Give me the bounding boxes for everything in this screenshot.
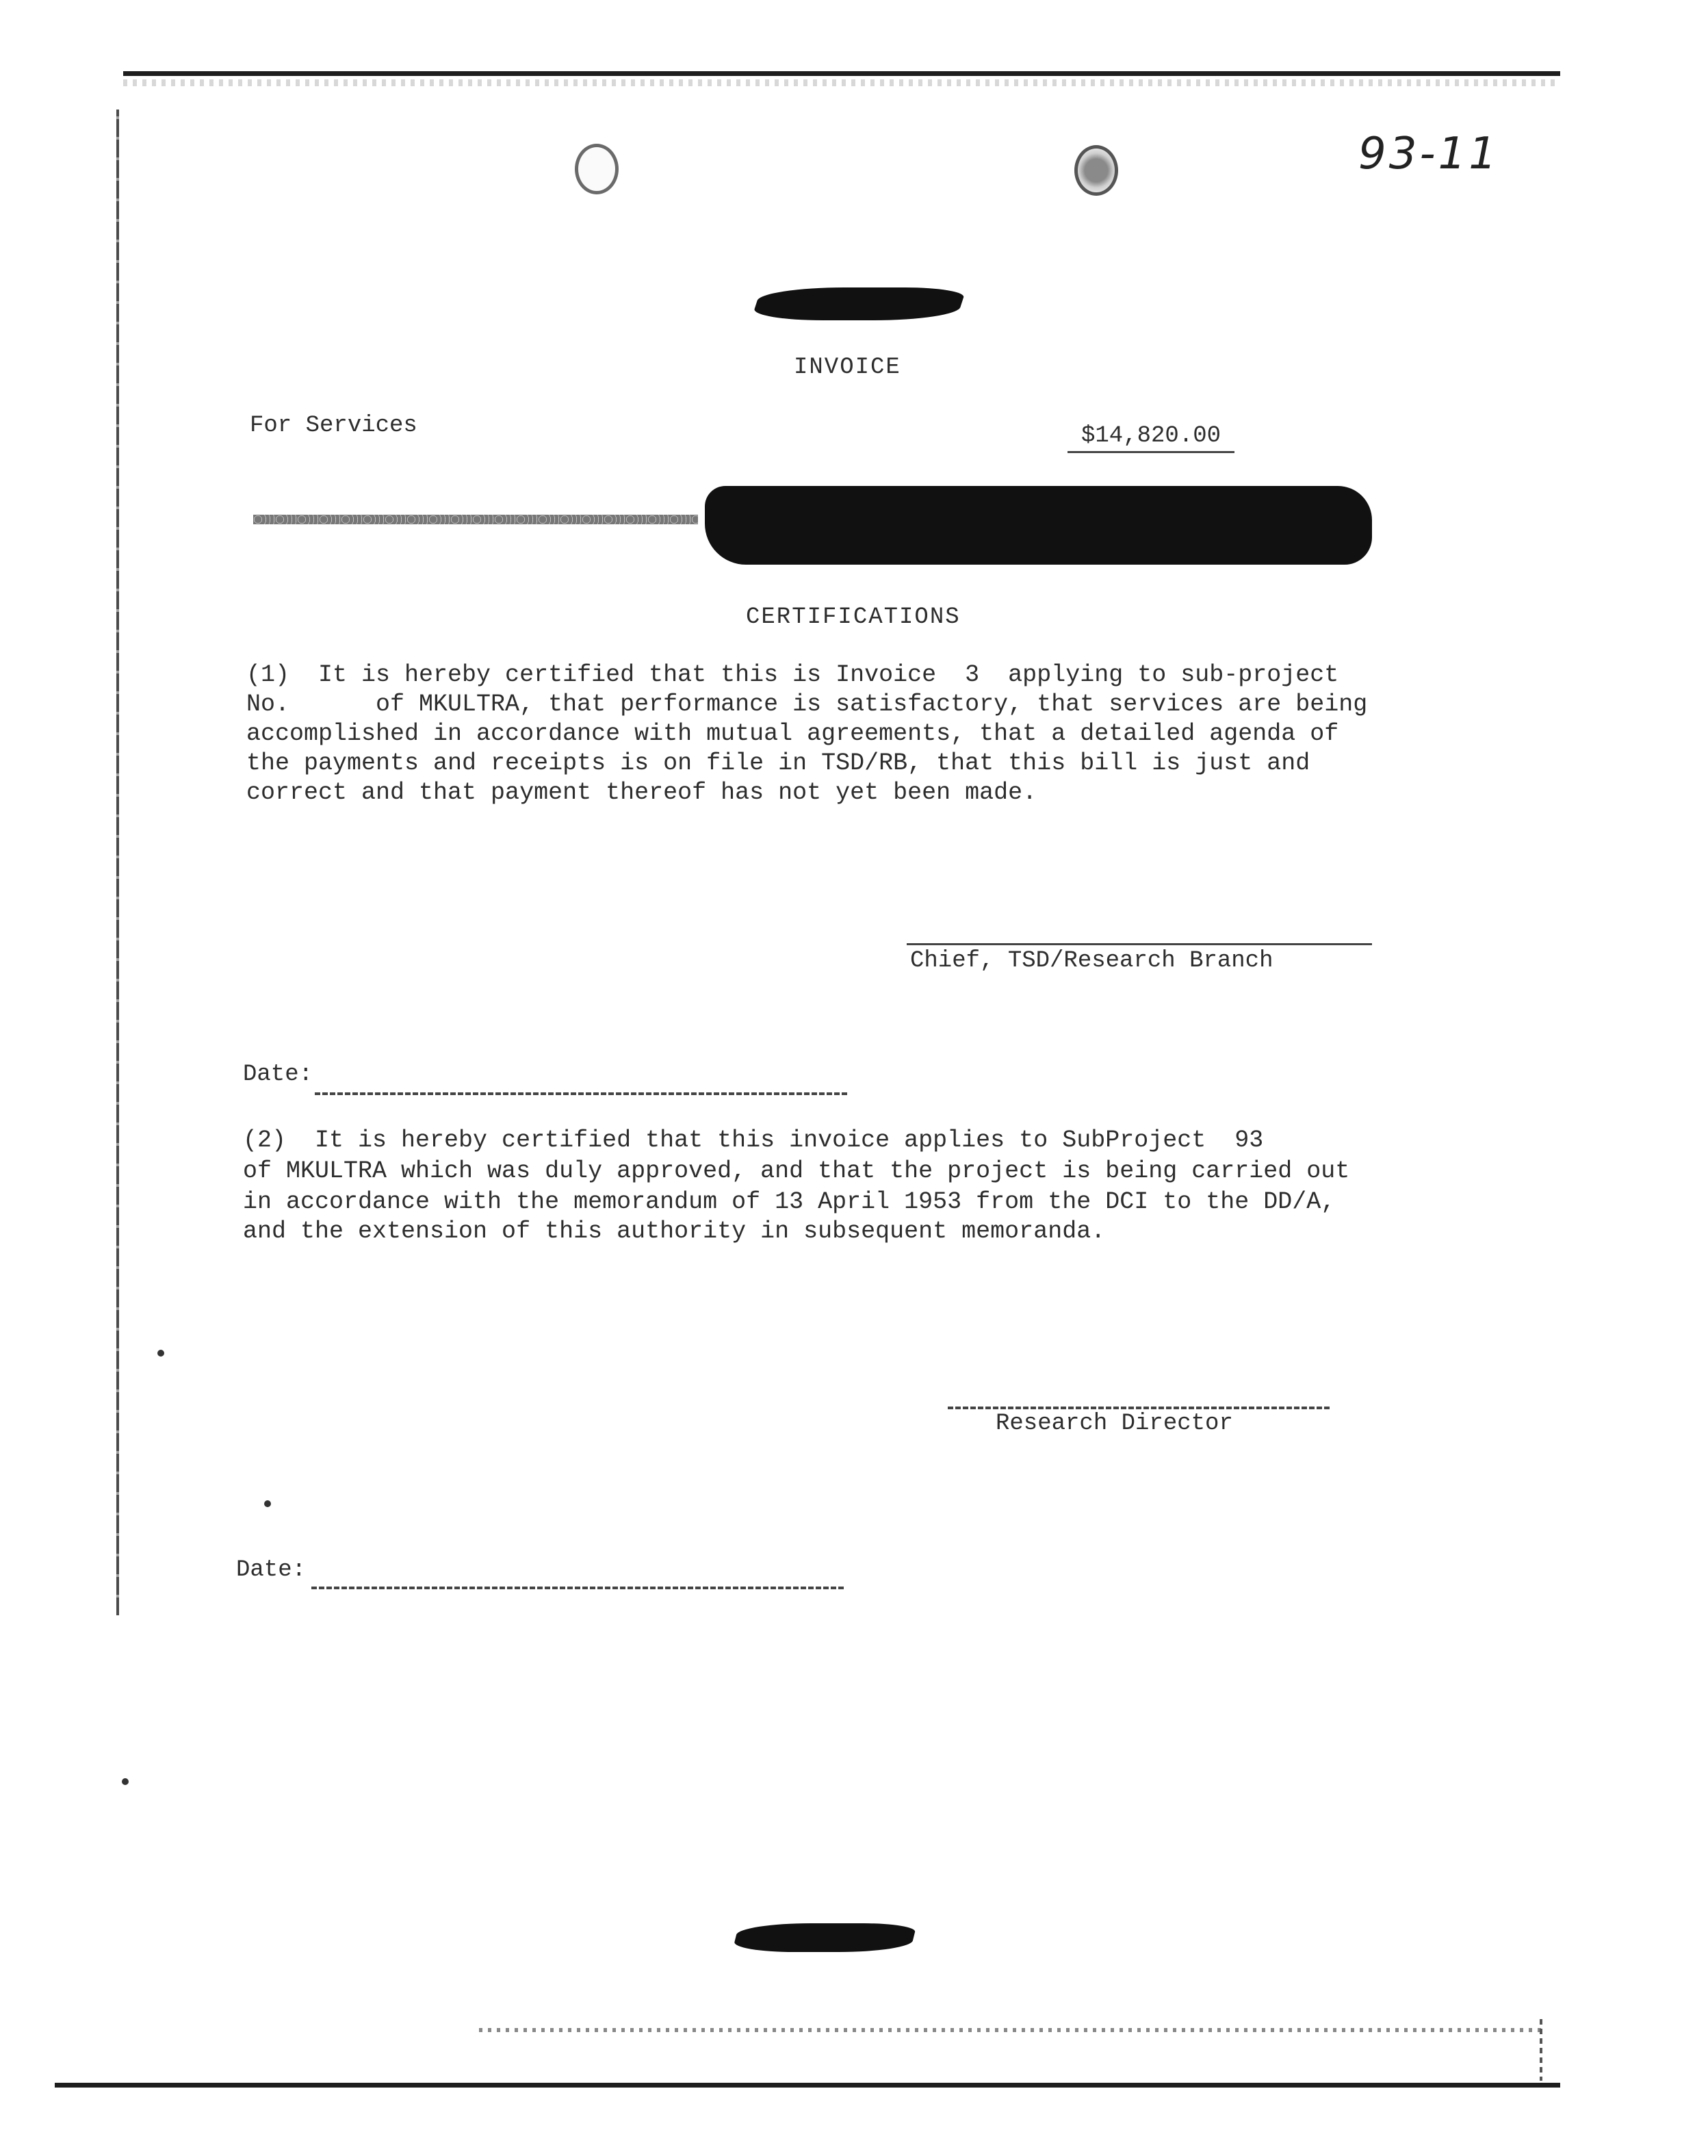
cert1-line: the payments and receipts is on file in TSD/RB, that this bill is just and <box>246 749 1310 777</box>
signature-line-chief <box>907 943 1372 945</box>
signature-title-chief: Chief, TSD/Research Branch <box>910 948 1273 974</box>
cert1-line: correct and that payment thereof has not yet been made. <box>246 779 1037 806</box>
redaction-mark-bottom <box>732 1923 917 1952</box>
for-services-label: For Services <box>250 413 417 439</box>
scan-top-edge <box>123 71 1560 76</box>
certifications-heading: CERTIFICATIONS <box>746 604 961 630</box>
scan-right-edge <box>1540 2019 1542 2081</box>
cert2-line: (2) It is hereby certified that this invoice applies to SubProject 93 <box>243 1127 1264 1154</box>
scan-speck <box>157 1350 164 1357</box>
signature-title-director: Research Director <box>996 1411 1233 1437</box>
redaction-mark-middle <box>705 486 1372 565</box>
cert2-line: and the extension of this authority in subsequent memoranda. <box>243 1218 1106 1245</box>
dotted-separator <box>253 515 698 524</box>
cert1-line: accomplished in accordance with mutual agreements, that a detailed agenda of <box>246 720 1339 747</box>
handwritten-document-number: 93-11 <box>1358 129 1499 179</box>
punch-hole-left <box>575 144 619 194</box>
services-amount: $14,820.00 <box>1068 421 1234 453</box>
scan-speck <box>264 1500 271 1507</box>
date-label-1: Date: <box>243 1062 313 1088</box>
date-line-1 <box>315 1092 849 1095</box>
scan-speck <box>122 1778 129 1785</box>
cert1-line: No. of MKULTRA, that performance is satisfactory, that services are being <box>246 691 1368 718</box>
scan-bottom-edge <box>55 2083 1560 2088</box>
date-label-2: Date: <box>236 1557 307 1583</box>
scan-bottom-noise <box>479 2028 1547 2032</box>
punch-hole-right <box>1074 145 1118 196</box>
cert1-line: (1) It is hereby certified that this is Invoice 3 applying to sub-project <box>246 661 1339 689</box>
invoice-title: INVOICE <box>794 355 901 381</box>
cert2-line: of MKULTRA which was duly approved, and that the project is being carried out <box>243 1157 1350 1185</box>
redaction-mark-top <box>751 287 967 320</box>
cert2-line: in accordance with the memorandum of 13 April 1953 from the DCI to the DD/A, <box>243 1188 1336 1216</box>
date-line-2 <box>311 1587 845 1589</box>
scan-left-edge <box>116 110 119 1615</box>
scan-top-noise <box>123 79 1560 86</box>
